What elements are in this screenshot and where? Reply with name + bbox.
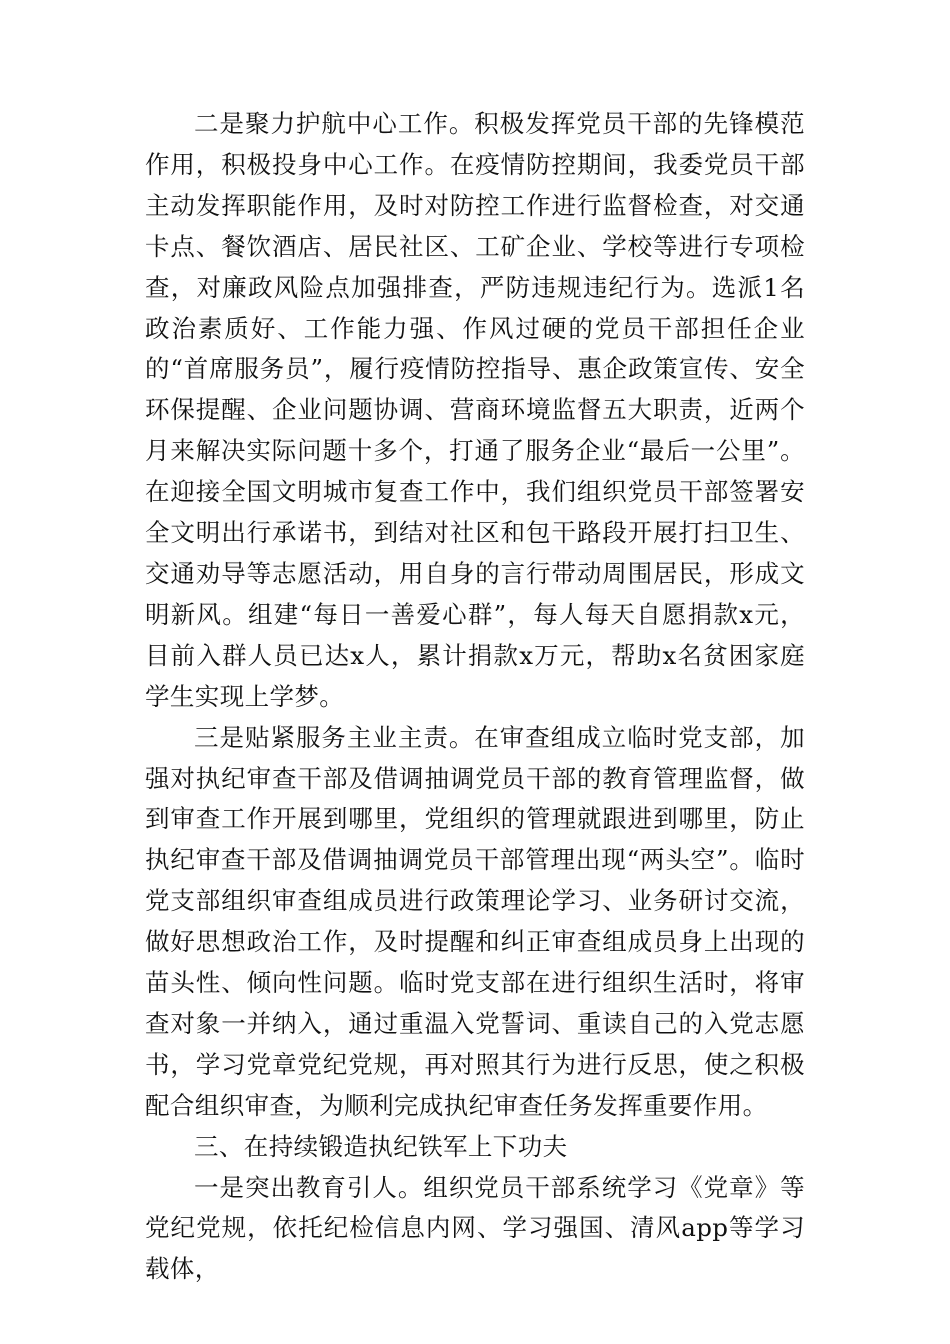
paragraph-main-duty: 三是贴紧服务主业主责。在审查组成立临时党支部，加强对执纪审查干部及借调抽调党员干部的教育管理监督，做到审查工作开展到哪里，党组织的管理就跟进到哪里，防止执纪审查干部及借调抽调党员干部管理出现“两头空”。临时党支部组织审查组成员进行政策理论学习、业务研讨交流，做好思想政治工作，及时提醒和纠正审查组成员身上出现的苗头性、倾向性问题。临时党支部在进行组织生活时，将审查对象一并纳入，通过重温入党誓词、重读自己的入党志愿书，学习党章党纪党规，再对照其行为进行反思，使之积极配合组织审查，为顺利完成执纪审查任务发挥重要作用。 [145,722,805,1120]
paragraph-center-work: 二是聚力护航中心工作。积极发挥党员干部的先锋模范作用，积极投身中心工作。在疫情防控期间，我委党员干部主动发挥职能作用，及时对防控工作进行监督检查，对交通卡点、餐饮酒店、居民社区、工矿企业、学校等进行专项检查，对廉政风险点加强排查，严防违规违纪行为。选派1名政治素质好、工作能力强、作风过硬的党员干部担任企业的“首席服务员”，履行疫情防控指导、惠企政策宣传、安全环保提醒、企业问题协调、营商环境监督五大职责，近两个月来解决实际问题十多个，打通了服务企业“最后一公里”。在迎接全国文明城市复查工作中，我们组织党员干部签署安全文明出行承诺书，到结对社区和包干路段开展打扫卫生、交通劝导等志愿活动，用自身的言行带动周围居民，形成文明新风。组建“每日一善爱心群”，每人每天自愿捐款x元，目前入群人员已达x人，累计捐款x万元，帮助x名贫困家庭学生实现上学梦。 [145,109,805,711]
section-heading: 三、在持续锻造执纪铁军上下功夫 [194,1131,568,1161]
document-body [145,104,805,1290]
paragraph-education: 一是突出教育引人。组织党员干部系统学习《党章》等党纪党规，依托纪检信息内网、学习强国、清风app等学习载体， [145,1172,805,1284]
